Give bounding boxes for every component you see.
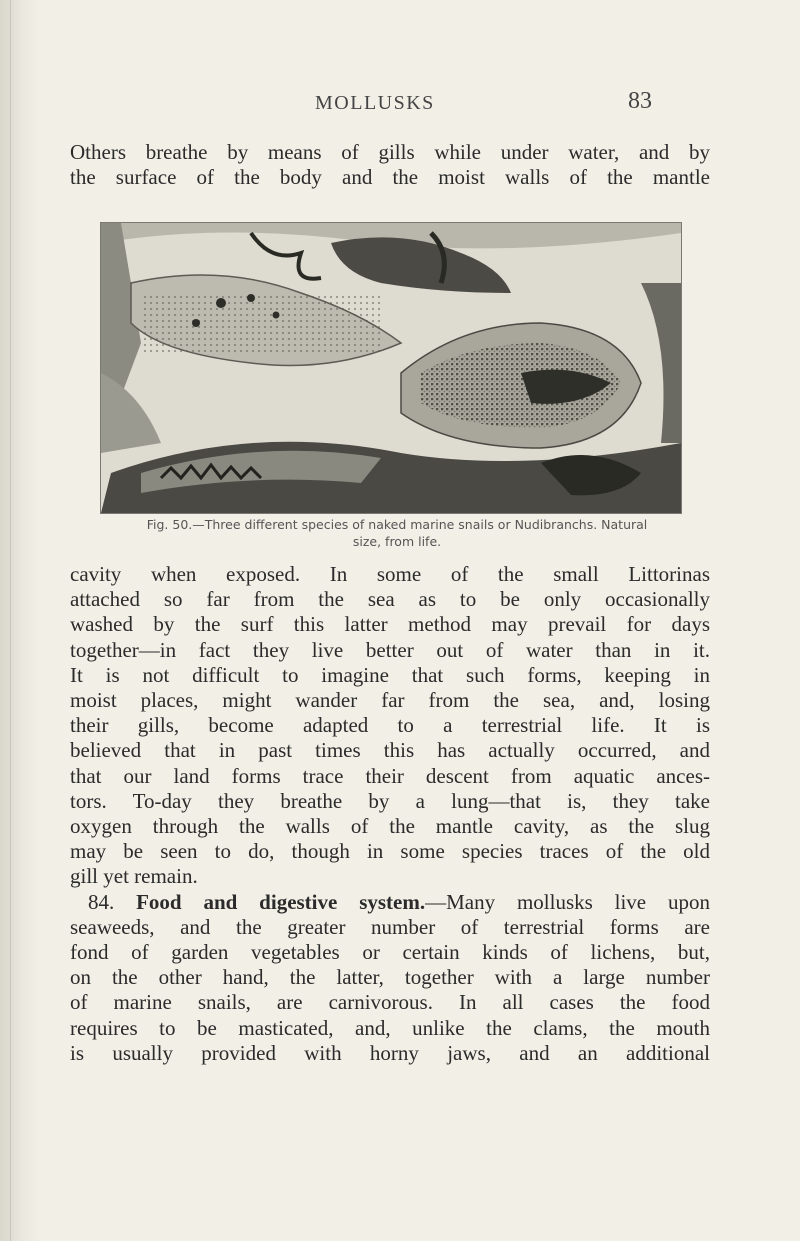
caption-line-1: Fig. 50.—Three different species of naked marine snails or Nudibranchs. Natural [146, 517, 648, 532]
nudibranch-illustration [100, 222, 682, 514]
page-number: 83 [628, 88, 652, 114]
nudibranch-drawing [101, 223, 681, 513]
main-text [70, 562, 710, 1066]
caption-line-2: size, from life. [352, 534, 442, 549]
text-line: together—in fact they live better out of water than in it. [70, 637, 710, 662]
text-line: their gills, become adapted to a terrestrial life. It is [70, 713, 710, 738]
text-line: seaweeds, and the greater number of terrestrial forms are [70, 914, 710, 939]
text-line: requires to be masticated, and, unlike the clams, the mouth [70, 1015, 710, 1040]
text-line: washed by the surf this latter method may prevail for days [70, 612, 710, 637]
figure-caption [104, 516, 690, 550]
text-line: may be seen to do, though in some species traces of the old [70, 839, 710, 864]
text-line: fond of garden vegetables or certain kinds of lichens, but, [70, 940, 710, 965]
text-line: It is not difficult to imagine that such forms, keeping in [70, 662, 710, 687]
section-number: 84. [88, 889, 115, 914]
section-first-line-rest: —Many mollusks live upon [425, 889, 710, 914]
text-line: is usually provided with horny jaws, and an additional [70, 1040, 710, 1065]
text-line: cavity when exposed. In some of the small Littorinas [70, 562, 710, 586]
section-84-first-line [70, 890, 710, 915]
text-line: tors. To-day they breathe by a lung—that is, they take [70, 788, 710, 813]
text-line: gill yet remain. [70, 864, 198, 889]
text-line: believed that in past times this has actually occurred, and [70, 738, 710, 763]
running-head: MOLLUSKS [315, 92, 435, 114]
page-header [0, 88, 800, 118]
text-line: on the other hand, the latter, together with a large number [70, 965, 710, 990]
text-line: of marine snails, are carnivorous. In all cases the food [70, 990, 710, 1015]
text-line: Others breathe by means of gills while under water, and by [70, 140, 710, 164]
section-heading: Food and digestive system. [136, 889, 426, 914]
text-line: that our land forms trace their descent from aquatic ances- [70, 763, 710, 788]
text-line: oxygen through the walls of the mantle cavity, as the slug [70, 814, 710, 839]
top-paragraph [70, 140, 710, 190]
binding-line [10, 0, 11, 1241]
text-line: moist places, might wander far from the sea, and, losing [70, 688, 710, 713]
text-line: attached so far from the sea as to be only occasionally [70, 587, 710, 612]
page-edge-shadow [0, 0, 40, 1241]
text-line: the surface of the body and the moist walls of the mantle [70, 165, 710, 190]
